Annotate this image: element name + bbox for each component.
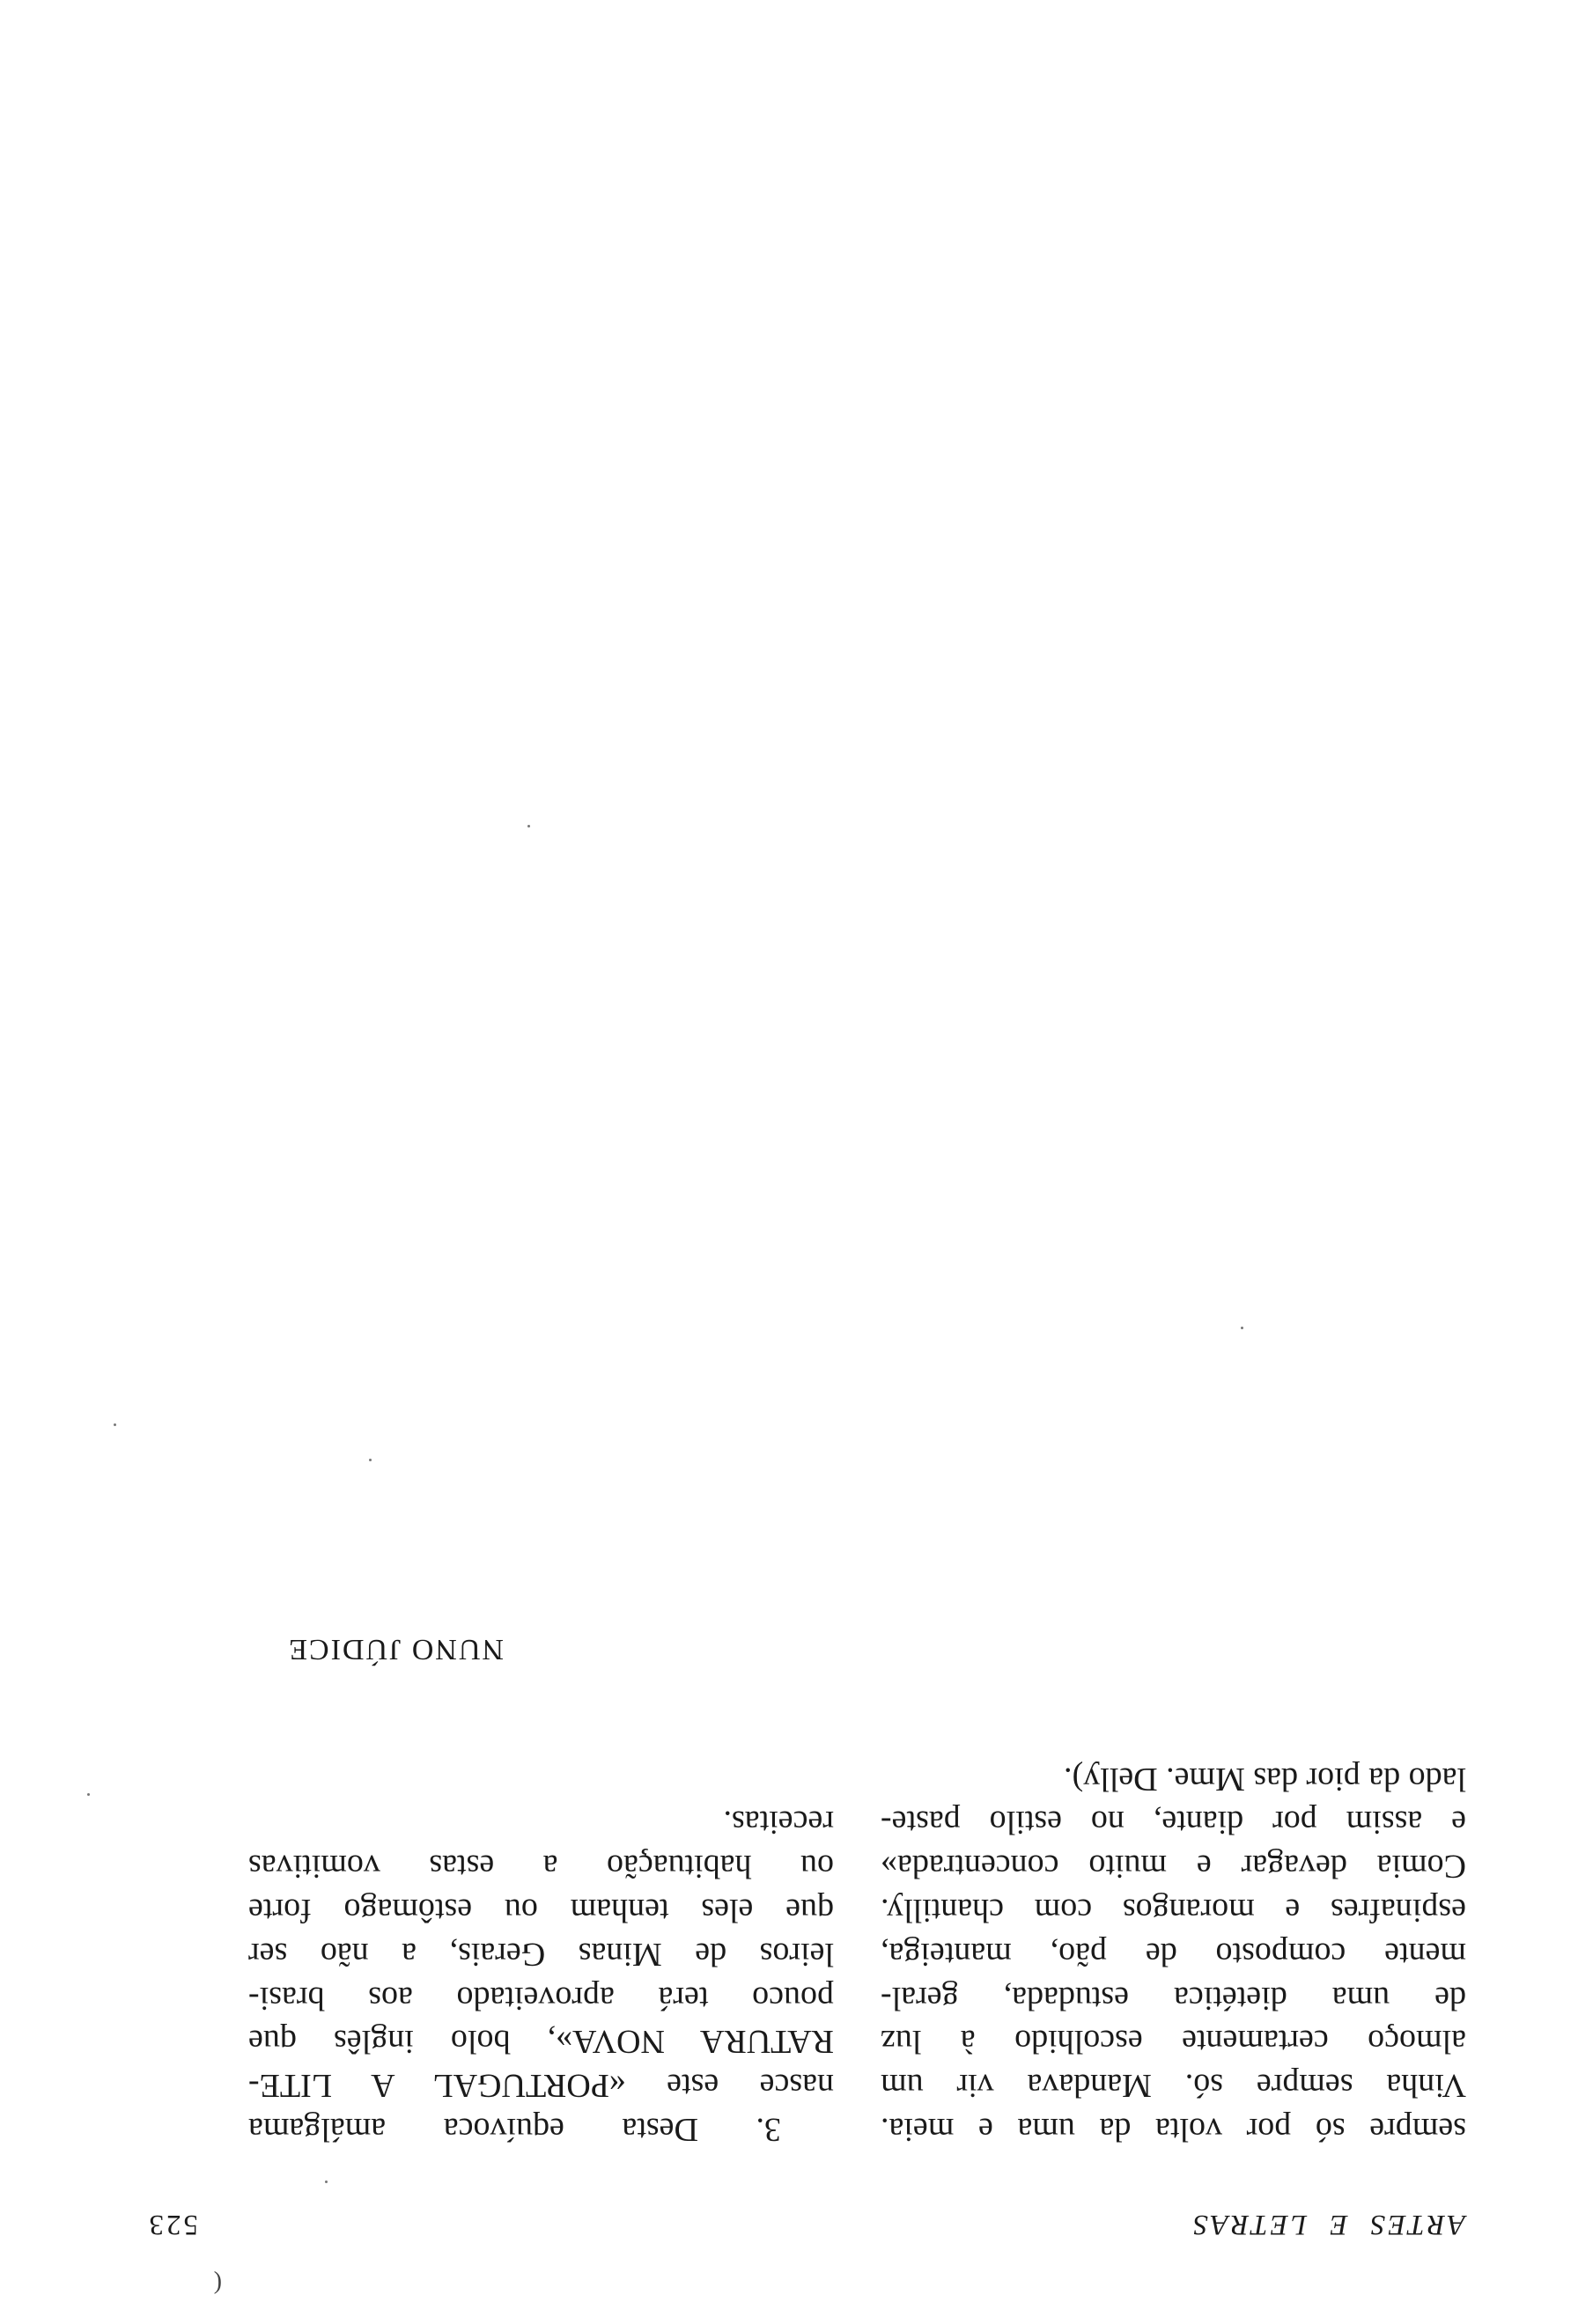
scan-speck	[114, 1423, 116, 1426]
text-line: que eles tenham ou estômago forte	[248, 1892, 834, 1930]
scan-speck	[369, 1459, 372, 1461]
text-line: Comia devagar e muito concentrada»	[881, 1848, 1466, 1886]
right-column	[248, 1800, 834, 2151]
text-line: nasce este «PORTUGAL A LITE-	[248, 2067, 834, 2105]
text-line: ou habituação a estas vomitivas	[248, 1848, 834, 1886]
scan-speck	[527, 825, 530, 827]
text-line: 3. Desta equívoca amálgama	[248, 2111, 781, 2148]
text-line: e assim por diante, no estilo paste-	[881, 1804, 1466, 1842]
text-line: mente composto de pão, manteiga,	[881, 1935, 1466, 1973]
text-line: Vinha sempre só. Mandava vir um	[881, 2067, 1466, 2105]
text-line: pouco terá aproveitado aos brasi-	[248, 1979, 834, 2017]
running-head: ARTES E LETRAS	[1191, 2209, 1465, 2240]
text-line: lado da pior das Mme. Delly).	[1064, 1760, 1466, 1798]
author-signature: NUNO JÚDICE	[287, 1633, 504, 1666]
text-line: almoço certamente escolhido à luz	[881, 2023, 1466, 2061]
text-line: RATURA NOVA», bolo inglês que	[248, 2023, 834, 2061]
text-line: receitas.	[723, 1804, 834, 1842]
stray-mark: (	[213, 2270, 222, 2298]
text-line: de uma dietética estudada, geral-	[881, 1979, 1466, 2017]
text-line: espinafres e morangos com chantilly.	[881, 1892, 1466, 1930]
text-line: sempre só por volta da uma e meia.	[881, 2111, 1466, 2148]
scan-speck	[87, 1793, 90, 1796]
text-line: leiros de Minas Gerais, a não ser	[248, 1935, 834, 1973]
left-column	[881, 1756, 1466, 2151]
scan-speck	[325, 2181, 328, 2183]
scan-speck	[1241, 1327, 1243, 1329]
page-number: 523	[146, 2209, 198, 2240]
